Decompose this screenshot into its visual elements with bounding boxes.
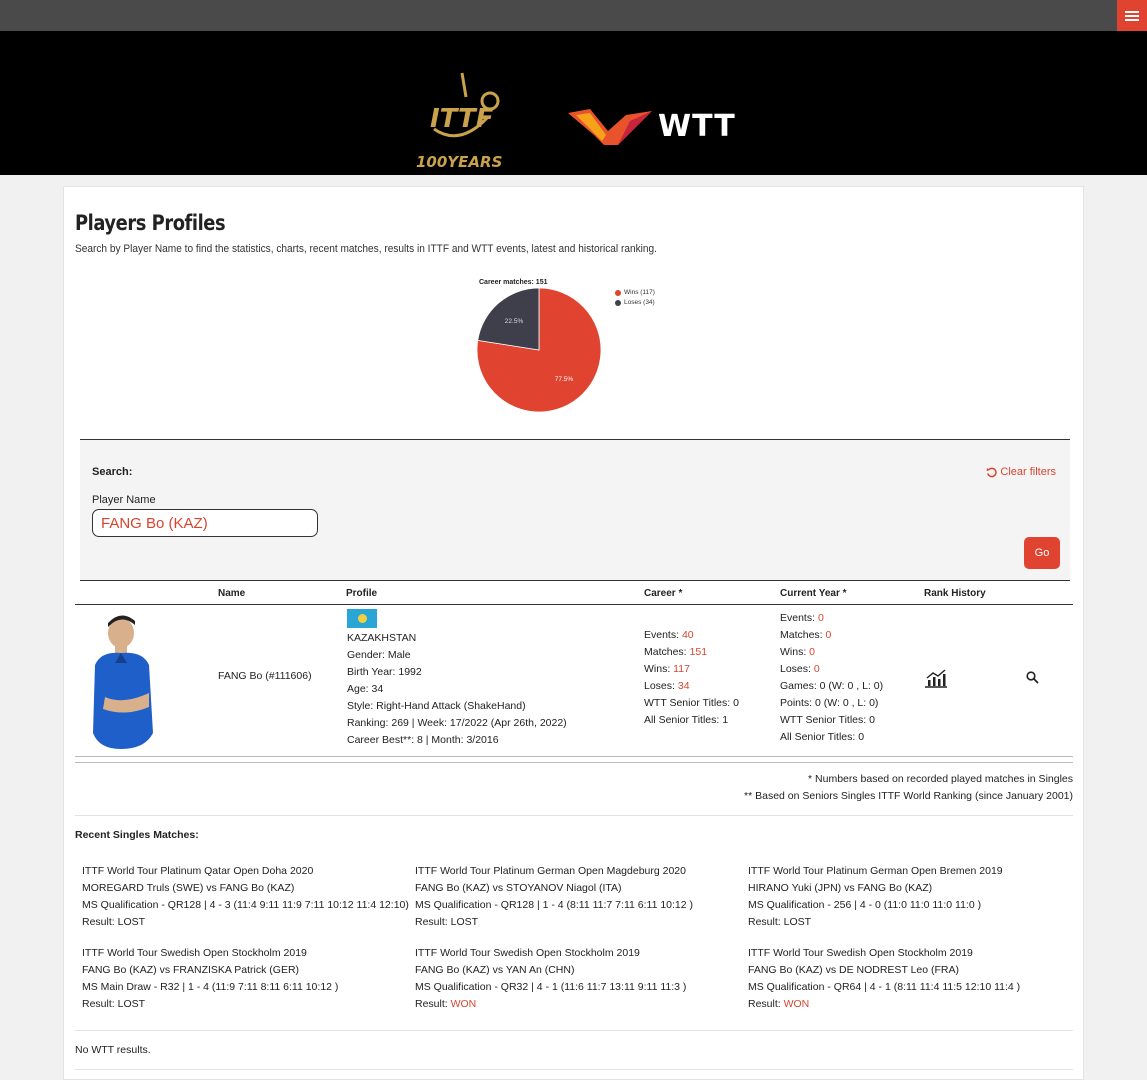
go-button[interactable]: Go: [1024, 537, 1060, 569]
header-rank-history[interactable]: Rank History: [924, 588, 986, 599]
match-players: HIRANO Yuki (JPN) vs FANG Bo (KAZ): [748, 882, 933, 894]
match-result-line: Result: LOST: [82, 916, 146, 928]
search-label: Search:: [92, 466, 133, 478]
legend-item-loses[interactable]: Loses (34): [615, 299, 655, 306]
match-event: ITTF World Tour Platinum German Open Magdeburg 2020: [415, 865, 686, 877]
match-event: ITTF World Tour Platinum Qatar Open Doha 2020: [82, 865, 314, 877]
wtt-logo[interactable]: [568, 101, 738, 151]
menu-icon: [1125, 15, 1139, 17]
list-item[interactable]: [82, 945, 402, 1013]
table-header: [75, 579, 1073, 605]
profile-gender: Gender: Male: [347, 649, 411, 661]
match-players: MOREGARD Truls (SWE) vs FANG Bo (KAZ): [82, 882, 295, 894]
header-current-year[interactable]: Current Year *: [780, 588, 847, 599]
cy-wtt-titles: WTT Senior Titles: 0: [780, 714, 875, 726]
career-pie-chart: [469, 275, 669, 420]
match-result-line: Result: LOST: [748, 916, 812, 928]
footnote-2: ** Based on Seniors Singles ITTF World Ranking (since January 2001): [744, 790, 1073, 802]
profile-style: Style: Right-Hand Attack (ShakeHand): [347, 700, 526, 712]
divider: [75, 1030, 1073, 1031]
top-bar: [0, 0, 1147, 31]
career-events: 40: [681, 629, 694, 641]
career-wtt-titles: WTT Senior Titles: 0: [644, 697, 739, 709]
match-detail: MS Main Draw - R32 | 1 - 4 (11:9 7:11 8:11 6:11 10:12 ): [82, 981, 339, 993]
current-year-cell: Events: 0 Matches: 0 Wins: 0 Loses: 0 Games: 0 (W: 0 , L: 0) Points: 0 (W: 0 , L: 0) WTT Senior Titles: 0 All Senior Titles: 0: [780, 610, 883, 746]
match-result-line: Result: LOST: [82, 998, 146, 1010]
page-title: Players Profiles: [75, 211, 226, 235]
list-item[interactable]: [415, 945, 735, 1013]
match-detail: MS Qualification - QR128 | 1 - 4 (8:11 11:7 7:11 6:11 10:12 ): [415, 899, 694, 911]
footnotes: [744, 771, 1073, 805]
cy-all-titles: All Senior Titles: 0: [780, 731, 865, 743]
cy-events: 0: [817, 612, 824, 624]
match-result-line: Result: WON: [748, 998, 810, 1010]
divider: [75, 762, 1073, 763]
match-result: LOST: [450, 916, 479, 928]
cy-matches: 0: [825, 629, 832, 641]
search-icon[interactable]: [1026, 671, 1039, 684]
match-event: ITTF World Tour Swedish Open Stockholm 2019: [748, 947, 973, 959]
undo-icon: [986, 467, 997, 478]
pie-label: 22.5%: [504, 317, 524, 325]
profile-career-best: Career Best**: 8 | Month: 3/2016: [347, 734, 499, 746]
cy-games: Games: 0 (W: 0 , L: 0): [780, 680, 884, 692]
no-wtt-results: No WTT results.: [75, 1044, 151, 1056]
match-detail: MS Qualification - QR64 | 4 - 1 (8:11 11:4 11:5 12:10 11:4 ): [748, 981, 1021, 993]
header-profile[interactable]: Profile: [346, 588, 378, 599]
profile-age: Age: 34: [347, 683, 384, 695]
career-cell: Events: 40 Matches: 151 Wins: 117 Loses: 34 WTT Senior Titles: 0 All Senior Titles: 1: [644, 627, 739, 729]
ittf-logo[interactable]: [412, 67, 508, 179]
player-name-label: Player Name: [92, 494, 156, 506]
match-detail: MS Qualification - 256 | 4 - 0 (11:0 11:0 11:0 11:0 ): [748, 899, 982, 911]
career-loses: 34: [677, 680, 690, 692]
cy-wins: 0: [809, 646, 816, 658]
chart-title: Career matches: 151: [479, 279, 548, 286]
match-event: ITTF World Tour Platinum German Open Bremen 2019: [748, 865, 1003, 877]
match-result: LOST: [783, 916, 812, 928]
wtt-mark-icon: [568, 105, 652, 147]
match-result: WON: [450, 998, 477, 1010]
player-name[interactable]: FANG Bo (#111606): [218, 670, 312, 682]
chart-legend: [615, 289, 655, 309]
player-name-input[interactable]: [92, 509, 318, 537]
pie-svg: [469, 275, 609, 420]
match-detail: MS Qualification - QR32 | 4 - 1 (11:6 11:7 13:11 9:11 11:3 ): [415, 981, 687, 993]
match-players: FANG Bo (KAZ) vs DE NODREST Leo (FRA): [748, 964, 960, 976]
career-all-titles: All Senior Titles: 1: [644, 714, 729, 726]
search-panel: [80, 439, 1070, 581]
match-detail: MS Qualification - QR128 | 4 - 3 (11:4 9:11 11:9 7:11 10:12 11:4 12:10): [82, 899, 409, 911]
match-result-line: Result: WON: [415, 998, 477, 1010]
career-matches: 151: [689, 646, 708, 658]
profile-country: KAZAKHSTAN: [347, 632, 417, 644]
profile-ranking: Ranking: 269 | Week: 17/2022 (Apr 26th, 2022): [347, 717, 567, 729]
profile-cell: [347, 609, 567, 749]
career-wins: 117: [673, 663, 690, 675]
wins-dot-icon: [615, 290, 621, 296]
list-item[interactable]: [748, 945, 1068, 1013]
hamburger-menu-button[interactable]: [1117, 0, 1147, 31]
svg-text:ITTF: ITTF: [430, 104, 494, 134]
kazakhstan-flag-icon: [347, 609, 377, 628]
match-event: ITTF World Tour Swedish Open Stockholm 2019: [415, 947, 640, 959]
divider: [75, 815, 1073, 816]
match-result: LOST: [117, 998, 146, 1010]
header-banner: [0, 31, 1147, 175]
list-item[interactable]: [748, 863, 1068, 931]
rank-history-chart-icon[interactable]: [925, 668, 947, 688]
header-career[interactable]: Career *: [644, 588, 683, 599]
table-row[interactable]: [75, 605, 1073, 757]
list-item[interactable]: [415, 863, 735, 931]
svg-text:100YEARS: 100YEARS: [416, 153, 503, 171]
match-players: FANG Bo (KAZ) vs STOYANOV Niagol (ITA): [415, 882, 622, 894]
recent-matches-title: Recent Singles Matches:: [75, 829, 199, 841]
match-players: FANG Bo (KAZ) vs YAN An (CHN): [415, 964, 575, 976]
wtt-logo-text: WTT: [658, 108, 736, 144]
footnote-1: * Numbers based on recorded played matches in Singles: [808, 773, 1073, 785]
pie-label: 77.5%: [554, 376, 574, 384]
profile-birth-year: Birth Year: 1992: [347, 666, 422, 678]
legend-item-wins[interactable]: Wins (117): [615, 289, 655, 296]
players-profile-card: [63, 186, 1084, 1080]
cy-points: Points: 0 (W: 0 , L: 0): [780, 697, 879, 709]
match-result: LOST: [117, 916, 146, 928]
player-avatar: [91, 613, 157, 749]
loses-dot-icon: [615, 300, 621, 306]
match-players: FANG Bo (KAZ) vs FRANZISKA Patrick (GER): [82, 964, 300, 976]
page-subtitle: Search by Player Name to find the statistics, charts, recent matches, results in ITTF and WTT events, latest and historical ranking.: [75, 243, 657, 255]
list-item[interactable]: [82, 863, 409, 931]
clear-filters-button[interactable]: Clear filters: [986, 466, 1056, 478]
cy-loses: 0: [813, 663, 820, 675]
match-result: WON: [783, 998, 810, 1010]
header-name[interactable]: Name: [218, 588, 246, 599]
match-result-line: Result: LOST: [415, 916, 479, 928]
match-event: ITTF World Tour Swedish Open Stockholm 2019: [82, 947, 307, 959]
divider: [75, 1069, 1073, 1070]
